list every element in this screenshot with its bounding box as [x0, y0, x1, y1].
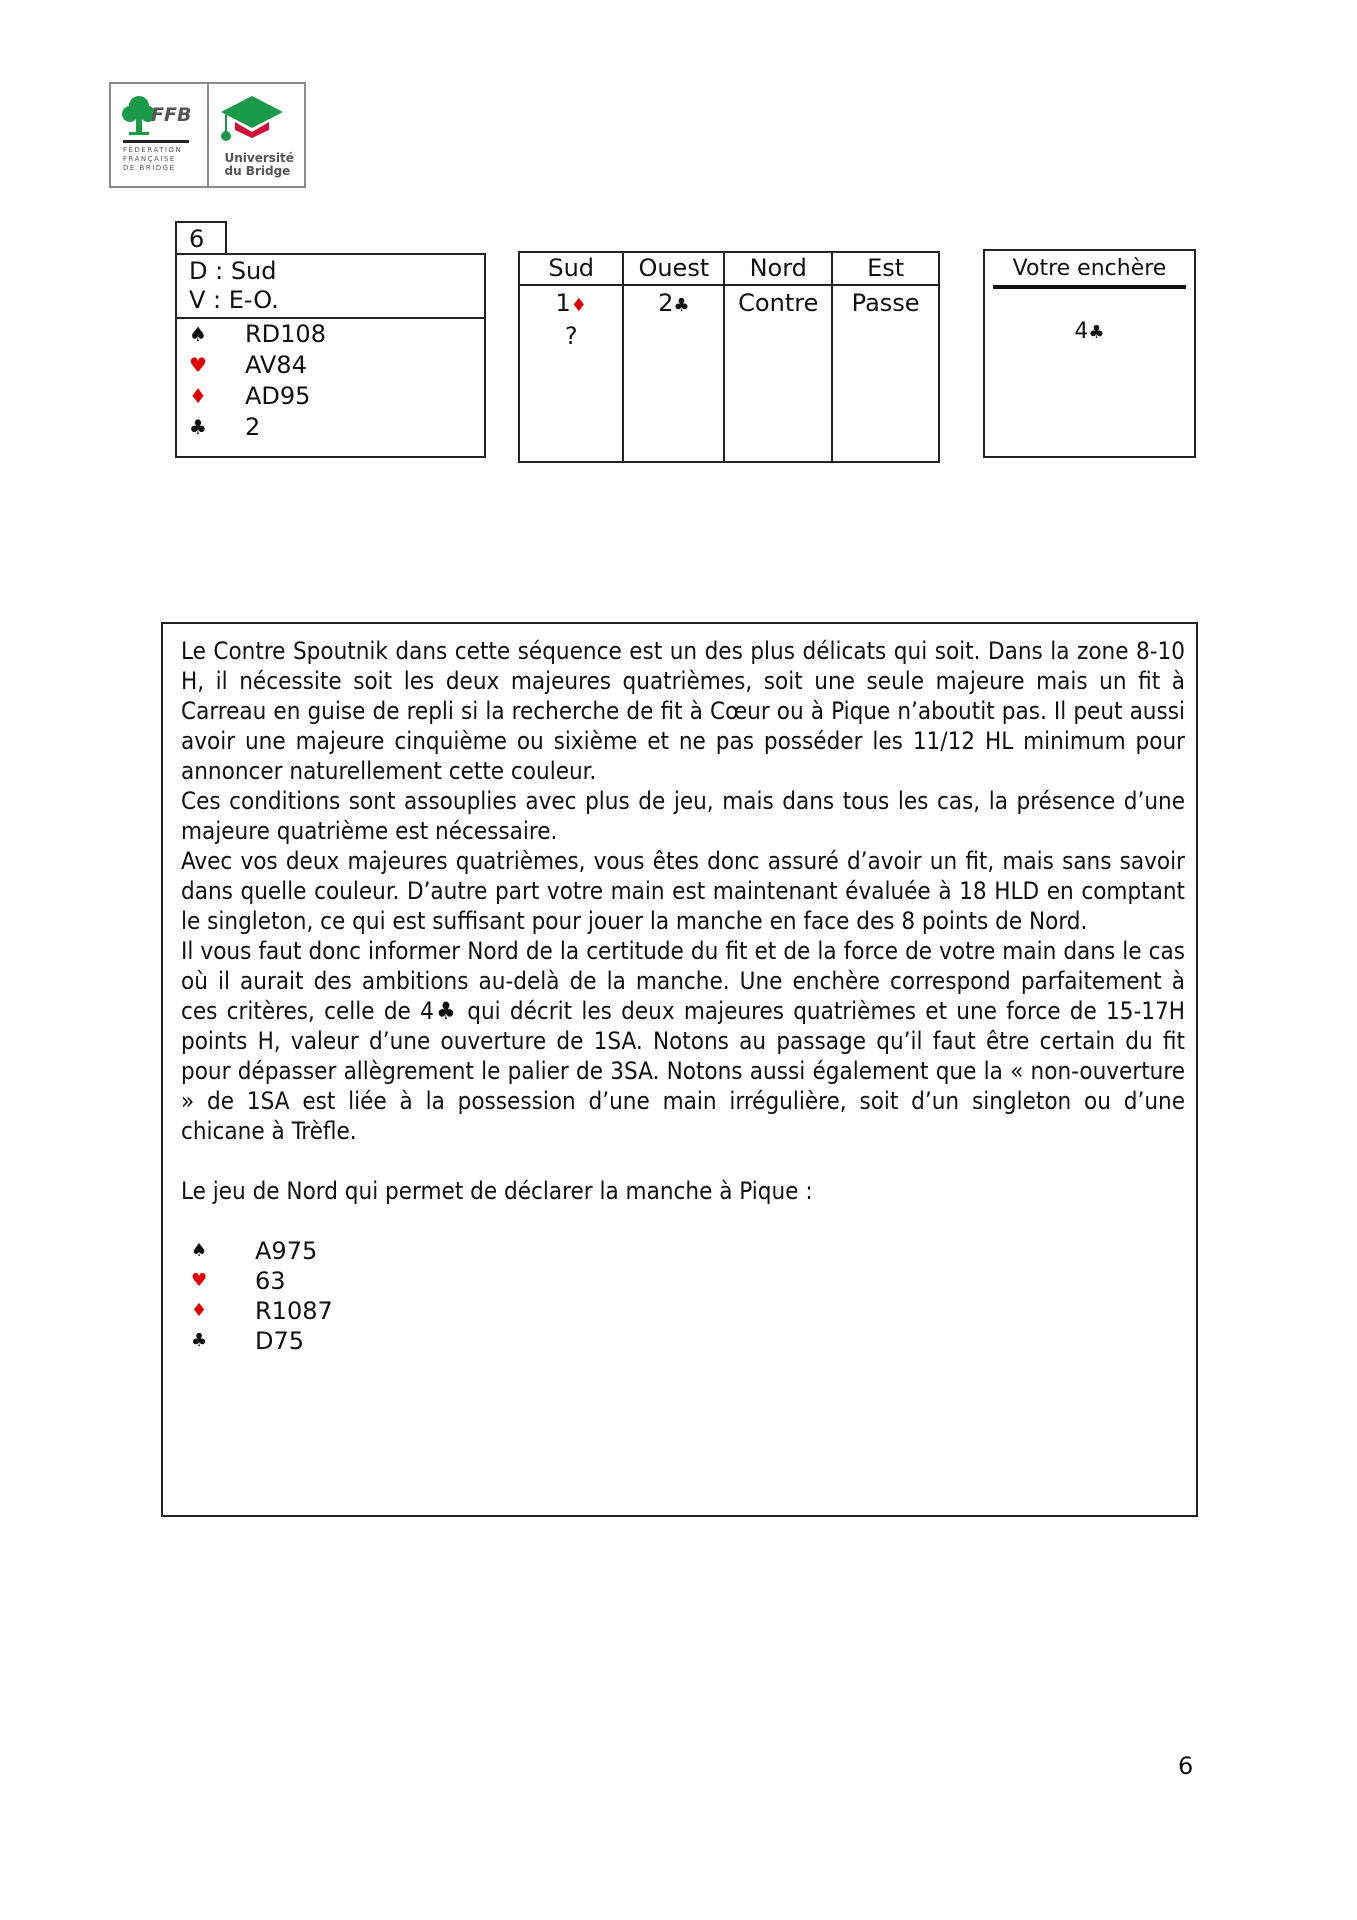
south-hand [177, 319, 484, 443]
explanation-box [161, 622, 1198, 1517]
north-hand-intro: Le jeu de Nord qui permet de déclarer la manche à Pique : [181, 1177, 813, 1205]
answer-bid [985, 319, 1194, 344]
deal-info [177, 255, 484, 319]
universite-caption [225, 152, 294, 178]
bidding-column-sud [519, 285, 623, 462]
hand-cards: 63 [255, 1267, 286, 1295]
ffb-wordmark: FFB [151, 104, 192, 126]
explanation-paragraph: Il vous faut donc informer Nord de la certitude du fit et de la force de votre main dans le cas où il aurait des ambitions au-delà de la manche. Une enchère correspond parfaitement à ces critères, celle de 4♣ qui décrit les deux majeures quatrièmes et une force de 15-17H points H, valeur d’une ouverture de 1SA. Notons au passage qu’il faut être certain du fit pour dépasser allègrement le palier de 3SA. Notons aussi également que la « non-ouverture » de 1SA est liée à la possession d’une main irrégulière, soit d’un singleton ou d’une chicane à Trèfle. [181, 937, 1185, 1145]
north-hand [181, 1236, 1185, 1356]
hand-row-diamonds [181, 1296, 1185, 1326]
bid-call: Passe [851, 289, 920, 317]
bid-call [625, 288, 722, 321]
ffb-divider [123, 140, 189, 143]
bid-level: 4 [1074, 319, 1089, 344]
bidding-header-est: Est [832, 252, 939, 285]
hand-row-diamonds [189, 381, 484, 412]
universite-logo [209, 84, 305, 186]
club-icon: ♣ [189, 415, 207, 439]
answer-divider [993, 285, 1186, 289]
bid-level: 2 [658, 289, 674, 317]
ffb-logo [109, 82, 306, 188]
south-hand-box [175, 253, 486, 458]
deal-number: 6 [175, 221, 227, 255]
hand-row-spades [189, 319, 484, 350]
club-icon: ♣ [1088, 322, 1105, 343]
hand-cards: 2 [245, 413, 261, 441]
explanation-paragraph: Le Contre Spoutnik dans cette séquence est un des plus délicats qui soit. Dans la zone 8-10 H, il nécessite soit les deux majeures quatrièmes, soit une seule majeure mais un fit à Carreau en guise de repli si la recherche de fit à Cœur ou à Pique n’aboutit pas. Il peut aussi avoir une majeure cinquième ou sixième et ne pas posséder les 11/12 HL minimum pour annoncer naturellement cette couleur. [181, 637, 1185, 785]
heart-icon: ♥ [191, 1270, 208, 1291]
answer-box [983, 249, 1196, 458]
ffb-caption-line: DE BRIDGE [123, 164, 176, 172]
ffb-caption [123, 146, 182, 173]
explanation-paragraph: Ces conditions sont assouplies avec plus de jeu, mais dans tous les cas, la présence d’une majeure quatrième est nécessaire. [181, 787, 1185, 845]
universite-caption-line: Université [224, 151, 294, 165]
spade-icon: ♠ [191, 1240, 208, 1261]
answer-title: Votre enchère [1012, 256, 1167, 281]
diamond-icon: ♦ [191, 1300, 208, 1321]
hand-cards: A975 [255, 1237, 318, 1265]
bidding-header-nord: Nord [724, 252, 832, 285]
spade-icon: ♠ [189, 322, 207, 346]
hand-row-spades [181, 1236, 1185, 1266]
explanation-paragraph: Avec vos deux majeures quatrièmes, vous êtes donc assuré d’avoir un fit, mais sans savoir dans quelle couleur. D’autre part votre main est maintenant évaluée à 18 HLD en comptant le singleton, ce qui est suffisant pour jouer la manche en face des 8 points de Nord. [181, 847, 1185, 935]
bidding-column-ouest [623, 285, 724, 462]
page-number: 6 [1178, 1752, 1194, 1780]
ffb-caption-line: FEDERATION [123, 146, 183, 154]
hand-cards: AD95 [245, 382, 311, 410]
bidding-column-est [832, 285, 939, 462]
dealer-label: D : Sud [189, 257, 277, 285]
bidding-header-sud: Sud [519, 252, 623, 285]
hand-row-hearts [181, 1266, 1185, 1296]
ffb-logo-federation [111, 84, 209, 186]
hand-cards: R1087 [255, 1297, 333, 1325]
ffb-caption-line: FRANÇAISE [123, 155, 176, 163]
bid-call: ? [564, 322, 578, 350]
hand-cards: AV84 [245, 351, 307, 379]
hand-row-hearts [189, 350, 484, 381]
bid-call [521, 288, 621, 321]
bidding-header-ouest: Ouest [623, 252, 724, 285]
hand-cards: RD108 [245, 320, 326, 348]
hand-row-clubs [189, 412, 484, 443]
heart-icon: ♥ [189, 353, 207, 377]
diamond-icon: ♦ [189, 384, 207, 408]
bidding-column-nord [724, 285, 832, 462]
bidding-table [518, 251, 940, 463]
diamond-icon: ♦ [570, 295, 587, 316]
graduation-cap-icon [219, 94, 285, 148]
hand-row-clubs [181, 1326, 1185, 1356]
universite-caption-line: du Bridge [224, 164, 291, 178]
club-icon: ♣ [673, 295, 690, 316]
hand-cards: D75 [255, 1327, 305, 1355]
club-icon: ♣ [191, 1330, 208, 1351]
bid-call: Contre [738, 289, 819, 317]
bid-level: 1 [555, 289, 571, 317]
vulnerability-label: V : E-O. [189, 286, 279, 314]
